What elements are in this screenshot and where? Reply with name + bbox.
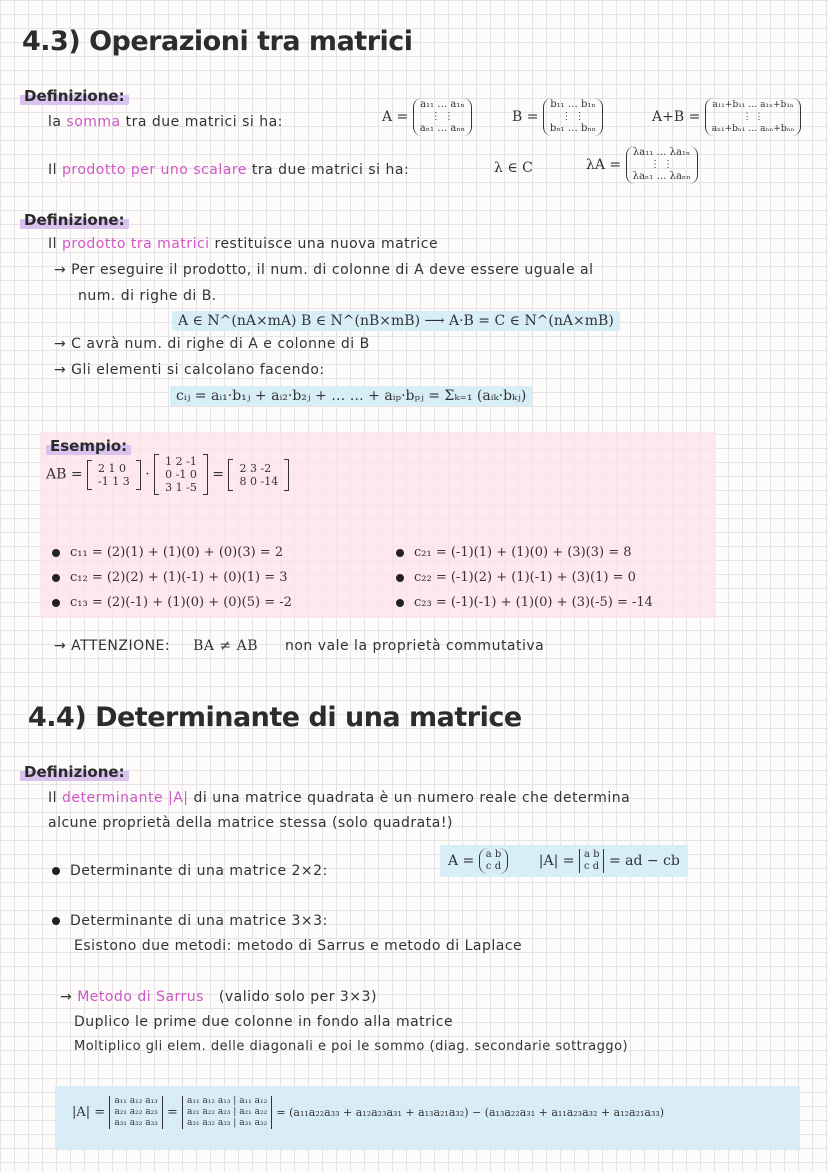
example-left-column bbox=[52, 540, 292, 615]
matrix-b-row: ⋮ ⋮ bbox=[561, 111, 585, 122]
matrix-b-definition bbox=[512, 98, 603, 136]
determinant-post: di una matrice quadrata è un numero reale che determina bbox=[193, 790, 631, 806]
example-c-item bbox=[396, 540, 653, 565]
attention-label: → ATTENZIONE: bbox=[54, 638, 171, 654]
example-c-item bbox=[396, 565, 653, 590]
sarrus-matrix-1-row: a₂₁ a₂₂ a₂₃ bbox=[114, 1107, 158, 1117]
matrix-b-row: bₙ₁ … bₙₙ bbox=[549, 123, 597, 134]
det-2x2-bars-row: c d bbox=[583, 861, 600, 872]
bullet-dot bbox=[396, 549, 404, 557]
product-rule-1: → Per eseguire il prodotto, il num. di colonne di A deve essere uguale al bbox=[54, 262, 594, 278]
sarrus-note: (valido solo per 3×3) bbox=[218, 989, 377, 1005]
scalar-pre: Il bbox=[48, 162, 58, 178]
sarrus-det-lhs: |A| = bbox=[72, 1105, 106, 1120]
matrix-sum-row: aₙ₁+bₙ₁ … aₙₙ+bₙₙ bbox=[711, 124, 795, 134]
sarrus-matrix-2 bbox=[182, 1096, 272, 1129]
example-dot: · bbox=[145, 466, 150, 483]
sarrus-formula bbox=[72, 1096, 664, 1129]
det-2x2-lhs: |A| = bbox=[538, 853, 575, 869]
sarrus-matrix-1-row: a₁₁ a₁₂ a₁₃ bbox=[114, 1096, 158, 1106]
det-2x2-matrix-lhs: A = bbox=[448, 853, 475, 869]
determinant-sentence-2: alcune proprietà della matrice stessa (solo quadrata!) bbox=[48, 815, 453, 831]
sarrus-matrix-2-row: a₁₁ a₁₂ a₁₃ | a₁₁ a₁₂ bbox=[186, 1096, 268, 1106]
bullet-dot bbox=[52, 599, 60, 607]
sum-keyword: somma bbox=[66, 114, 121, 130]
lambda-matrix-row: λaₙ₁ … λaₙₙ bbox=[632, 171, 691, 182]
example-matrix-1-row: -1 1 3 bbox=[98, 474, 130, 488]
bullet-dot bbox=[52, 574, 60, 582]
det-2x2-matrix-row: a b bbox=[485, 849, 502, 860]
definition-label-2: Definizione: bbox=[20, 210, 129, 230]
sum-pre: la bbox=[48, 114, 62, 130]
det-2x2-matrix bbox=[479, 848, 509, 874]
attention-note bbox=[54, 638, 544, 654]
example-matrix-2 bbox=[154, 454, 208, 495]
lambda-matrix-lhs: λA = bbox=[586, 157, 622, 173]
scalar-post: tra due matrici si ha: bbox=[251, 162, 410, 178]
determinant-pre: Il bbox=[48, 790, 58, 806]
section-title-4-4: 4.4) Determinante di una matrice bbox=[28, 702, 522, 733]
det-3x3-text: Determinante di una matrice 3×3: bbox=[70, 913, 328, 929]
matrix-a-row: aₙ₁ … aₙₙ bbox=[419, 123, 466, 134]
example-eq: = bbox=[212, 466, 225, 483]
c22-expression: c₂₂ = (-1)(2) + (1)(-1) + (3)(1) = 0 bbox=[414, 570, 636, 585]
section-title-4-3: 4.3) Operazioni tra matrici bbox=[22, 26, 413, 57]
example-c-item bbox=[52, 540, 292, 565]
lambda-matrix bbox=[626, 146, 698, 184]
example-matrix-2-row: 3 1 -5 bbox=[165, 481, 197, 494]
matrix-b-lhs: B = bbox=[512, 109, 539, 125]
det-2x2-text: Determinante di una matrice 2×2: bbox=[70, 863, 328, 879]
det-2x2-formula bbox=[440, 845, 688, 877]
example-right-column bbox=[396, 540, 653, 615]
matrix-sum-definition bbox=[652, 98, 801, 136]
matrix-b bbox=[543, 98, 603, 136]
sarrus-step-1: Duplico le prime due colonne in fondo alla matrice bbox=[74, 1014, 454, 1030]
example-result-row: 2 3 -2 bbox=[239, 461, 272, 475]
matrix-sum bbox=[705, 98, 802, 136]
determinant-keyword: determinante |A| bbox=[61, 790, 189, 806]
c21-expression: c₂₁ = (-1)(1) + (1)(0) + (3)(3) = 8 bbox=[414, 545, 632, 560]
bullet-dot bbox=[396, 599, 404, 607]
example-matrix-2-row: 0 -1 0 bbox=[165, 468, 197, 481]
determinant-sentence bbox=[48, 790, 630, 806]
sarrus-matrix-1-row: a₃₁ a₃₂ a₃₃ bbox=[114, 1118, 158, 1128]
product-formula: cᵢⱼ = aᵢ₁·b₁ⱼ + aᵢ₂·b₂ⱼ + … … + aᵢₚ·bₚⱼ = Σₖ₌₁ (aᵢₖ·bₖⱼ) bbox=[170, 386, 532, 406]
scalar-sentence bbox=[48, 162, 409, 178]
attention-expression: BA ≠ AB bbox=[193, 638, 259, 654]
matrix-sum-row: a₁₁+b₁₁ … a₁ₙ+b₁ₙ bbox=[712, 100, 794, 110]
det-3x3-methods: Esistono due metodi: metodo di Sarrus e metodo di Laplace bbox=[74, 938, 523, 954]
sarrus-matrix-2-row: a₃₁ a₃₂ a₃₃ | a₃₁ a₃₂ bbox=[186, 1118, 268, 1128]
example-c-item bbox=[52, 590, 292, 615]
sarrus-name: Metodo di Sarrus bbox=[77, 989, 204, 1005]
product-keyword: prodotto tra matrici bbox=[61, 236, 210, 252]
det-2x2-bars bbox=[579, 849, 605, 873]
example-result-matrix bbox=[228, 459, 289, 491]
example-matrix-1-row: 2 1 0 bbox=[98, 461, 127, 475]
sarrus-header bbox=[60, 989, 377, 1005]
bullet-dot bbox=[52, 867, 60, 875]
example-ab-lhs: AB = bbox=[46, 466, 83, 483]
sarrus-arrow: → bbox=[60, 989, 73, 1005]
bullet-dot bbox=[52, 549, 60, 557]
sarrus-step-2: Moltiplico gli elem. delle diagonali e poi le sommo (diag. secondarie sottraggo) bbox=[74, 1039, 629, 1054]
lambda-set: λ ∈ C bbox=[494, 160, 533, 176]
matrix-a-lhs: A = bbox=[382, 109, 409, 125]
bullet-dot bbox=[396, 574, 404, 582]
matrix-sum-row: ⋮ ⋮ bbox=[742, 112, 764, 122]
matrix-a-row: ⋮ ⋮ bbox=[430, 111, 454, 122]
product-sentence bbox=[48, 236, 438, 252]
example-c-item bbox=[396, 590, 653, 615]
example-c-item bbox=[52, 565, 292, 590]
lambda-matrix-definition bbox=[586, 146, 698, 184]
det-2x2-bullet bbox=[52, 863, 328, 879]
matrix-sum-lhs: A+B = bbox=[652, 109, 701, 125]
product-pre: Il bbox=[48, 236, 58, 252]
matrix-a bbox=[413, 98, 472, 136]
c13-expression: c₁₃ = (2)(-1) + (1)(0) + (0)(5) = -2 bbox=[70, 595, 292, 610]
definition-label-1: Definizione: bbox=[20, 86, 129, 106]
matrix-a-definition bbox=[382, 98, 472, 136]
sum-sentence bbox=[48, 114, 283, 130]
scalar-keyword-1: prodotto per uno bbox=[61, 162, 189, 178]
example-product bbox=[46, 454, 289, 495]
product-rule-1b: num. di righe di B. bbox=[78, 288, 217, 304]
scalar-keyword-2: scalare bbox=[193, 162, 247, 178]
c11-expression: c₁₁ = (2)(1) + (1)(0) + (0)(3) = 2 bbox=[70, 545, 284, 560]
lambda-matrix-row: ⋮ ⋮ bbox=[650, 159, 674, 170]
det-2x2-result: = ad − cb bbox=[608, 853, 680, 869]
lambda-matrix-row: λa₁₁ … λa₁ₙ bbox=[632, 147, 691, 158]
product-rule-3: → Gli elementi si calcolano facendo: bbox=[54, 362, 325, 378]
bullet-dot bbox=[52, 917, 60, 925]
dimension-rule: A ∈ N^(nA×mA) B ∈ N^(nB×mB) ⟶ A·B = C ∈ N^(nA×mB) bbox=[172, 311, 620, 331]
c12-expression: c₁₂ = (2)(2) + (1)(-1) + (0)(1) = 3 bbox=[70, 570, 288, 585]
det-3x3-bullet bbox=[52, 913, 328, 929]
sarrus-result: = (a₁₁a₂₂a₃₃ + a₁₂a₂₃a₃₁ + a₁₃a₂₁a₃₂) − (a₁₃a₂₂a₃₁ + a₁₁a₂₃a₃₂ + a₁₂a₂₁a₃₃) bbox=[276, 1106, 665, 1119]
matrix-a-row: a₁₁ … a₁ₙ bbox=[420, 99, 465, 110]
product-post: restituisce una nuova matrice bbox=[214, 236, 439, 252]
example-result-row: 8 0 -14 bbox=[239, 474, 279, 488]
matrix-b-row: b₁₁ … b₁ₙ bbox=[550, 99, 596, 110]
product-rule-2: → C avrà num. di righe di A e colonne di B bbox=[54, 336, 370, 352]
sarrus-matrix-1 bbox=[109, 1096, 162, 1129]
attention-text: non vale la proprietà commutativa bbox=[284, 638, 545, 654]
det-2x2-matrix-row: c d bbox=[485, 861, 502, 872]
c23-expression: c₂₃ = (-1)(-1) + (1)(0) + (3)(-5) = -14 bbox=[414, 595, 653, 610]
sum-post: tra due matrici si ha: bbox=[125, 114, 283, 130]
definition-label-3: Definizione: bbox=[20, 762, 129, 782]
example-label: Esempio: bbox=[46, 436, 131, 456]
sarrus-eq: = bbox=[166, 1105, 178, 1120]
sarrus-matrix-2-row: a₂₁ a₂₂ a₂₃ | a₂₁ a₂₂ bbox=[186, 1107, 268, 1117]
example-matrix-2-row: 1 2 -1 bbox=[165, 455, 197, 468]
det-2x2-bars-row: a b bbox=[583, 849, 600, 860]
example-matrix-1 bbox=[87, 460, 141, 490]
